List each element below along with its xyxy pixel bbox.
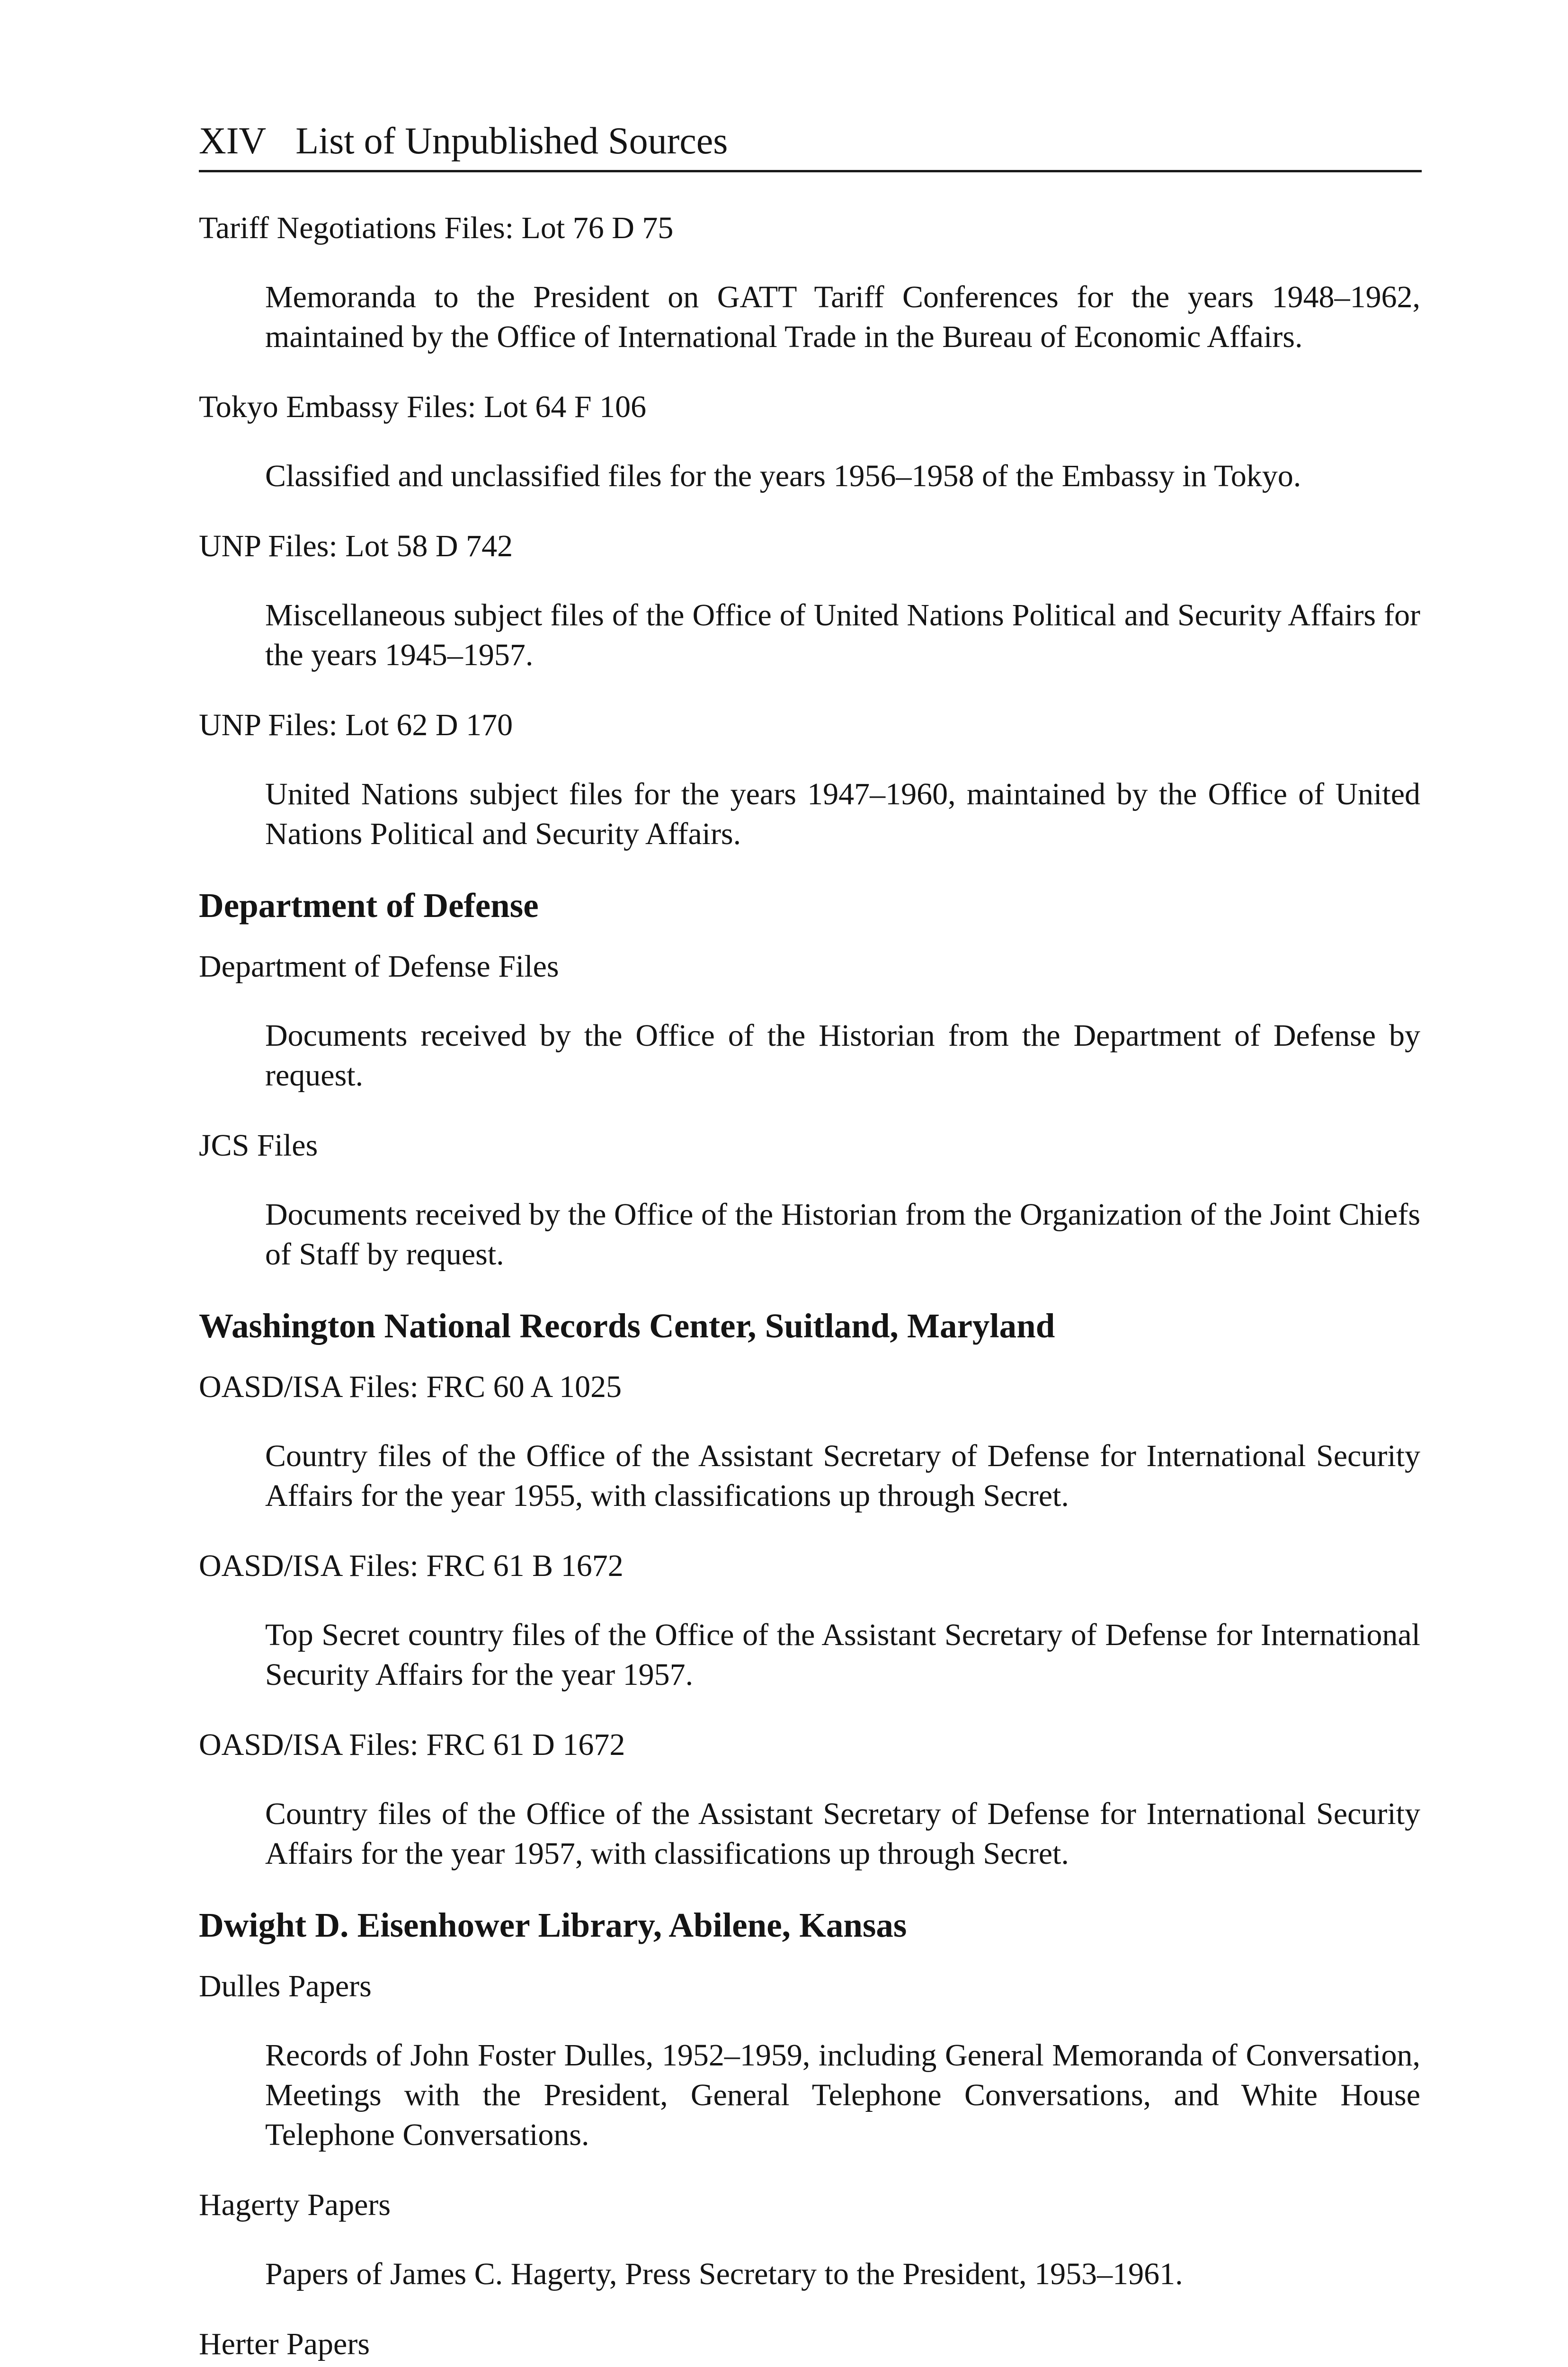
entry-title: OASD/ISA Files: FRC 61 D 1672 (199, 1727, 625, 1762)
entry-description: United Nations subject files for the years 1947–1960, maintained by the Office of United Nations Political and Security Affairs. (265, 777, 1420, 851)
entry-title: Tariff Negotiations Files: Lot 76 D 75 (199, 211, 674, 245)
entry-title: Dulles Papers (199, 1969, 372, 2003)
entry-title: OASD/ISA Files: FRC 61 B 1672 (199, 1548, 624, 1583)
entry-description: Top Secret country files of the Office of the Assistant Secretary of Defense for International Security Affairs for the year 1957. (265, 1618, 1420, 1692)
entry-title: Tokyo Embassy Files: Lot 64 F 106 (199, 390, 647, 424)
entry-description: Country files of the Office of the Assistant Secretary of Defense for International Security Affairs for the year 1955, with classifications up through Secret. (265, 1439, 1420, 1513)
page-number: XIV (199, 120, 267, 162)
entry-description: Classified and unclassified files for the years 1956–1958 of the Embassy in Tokyo. (265, 459, 1301, 493)
entry-description: Documents received by the Office of the Historian from the Organization of the Joint Chiefs of Staff by request. (265, 1197, 1420, 1272)
entry-title: UNP Files: Lot 62 D 170 (199, 708, 513, 742)
sources-list (199, 208, 1420, 2367)
section-heading: Washington National Records Center, Suitland, Maryland (199, 1307, 1055, 1345)
entry-title: UNP Files: Lot 58 D 742 (199, 529, 513, 563)
entry-description: Memoranda to the President on GATT Tariff Conferences for the years 1948–1962, maintained by the Office of International Trade in the Bureau of Economic Affairs. (265, 280, 1420, 354)
entry-title: OASD/ISA Files: FRC 60 A 1025 (199, 1370, 622, 1404)
entry-description: Country files of the Office of the Assistant Secretary of Defense for International Security Affairs for the year 1957, with classifications up through Secret. (265, 1797, 1420, 1871)
entry-title: Hagerty Papers (199, 2188, 391, 2222)
section-heading: Department of Defense (199, 886, 539, 925)
entry-title: Herter Papers (199, 2327, 370, 2361)
entry-description: Papers of James C. Hagerty, Press Secretary to the President, 1953–1961. (265, 2257, 1183, 2291)
running-title: List of Unpublished Sources (295, 120, 728, 162)
entry-description: Miscellaneous subject files of the Office of United Nations Political and Security Affairs for the years 1945–1957. (265, 598, 1420, 672)
entry-title: JCS Files (199, 1128, 318, 1163)
running-head (199, 110, 1422, 172)
section-heading: Dwight D. Eisenhower Library, Abilene, Kansas (199, 1906, 907, 1944)
entry-title: Department of Defense Files (199, 949, 559, 984)
entry-description: Documents received by the Office of the Historian from the Department of Defense by request. (265, 1018, 1420, 1093)
entry-description: Records of John Foster Dulles, 1952–1959, including General Memoranda of Conversation, Meetings with the President, General Telephone Conversations, and White House Telephone Conversations. (265, 2038, 1420, 2152)
